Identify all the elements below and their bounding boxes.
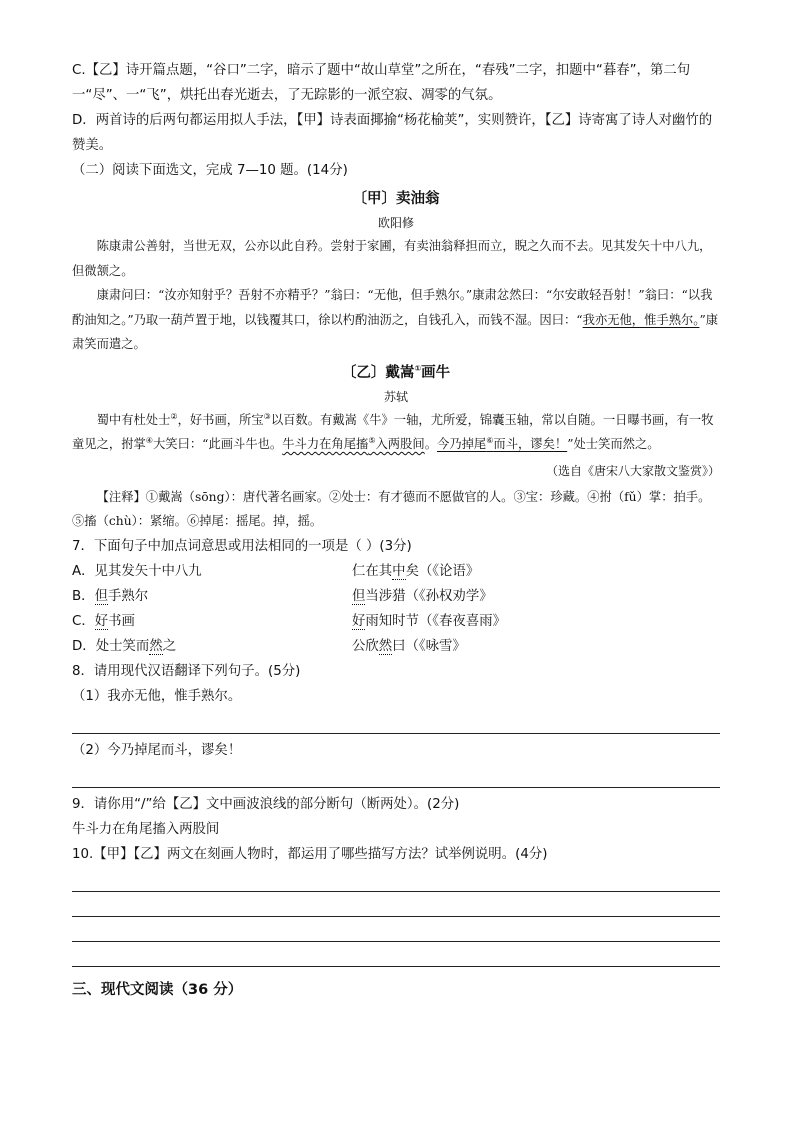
jia-paragraph-1: 陈康肃公善射，当世无双，公亦以此自矜。尝射于家圃，有卖油翁释担而立，睨之久而不去。见其发矢十中八九，但微颔之。: [72, 239, 712, 278]
note-mark-3: ③: [263, 411, 271, 421]
yi-title: [72, 360, 720, 386]
q9-sentence: 牛斗力在角尾搐入两股间: [72, 821, 220, 837]
dotted-word: 然: [378, 638, 393, 654]
jia-p2-underlined: 我亦无他，惟手熟尔。: [582, 312, 700, 327]
q7-options: [72, 559, 720, 659]
q10-stem: 10.【甲】【乙】两文在刻画人物时，都运用了哪些描写方法？试举例说明。(4分): [72, 846, 548, 862]
jia-title: 〔甲〕卖油翁: [352, 191, 440, 207]
q7-stem: 7．下面句子中加点词意思或用法相同的一项是（ ）(3分): [72, 538, 412, 554]
yi-seg-3: 以百数。有戴嵩《牛》一轴，尤所爱，锦囊玉轴，常以自随。一日曝书画，有一牧童见之，拊掌: [72, 412, 714, 451]
option-c-text: C.【乙】诗开篇点题，“谷口”二字，暗示了题中“故山草堂”之所在，“春残”二字，扣题中“暮春”，第二句一“尽”、一“飞”，烘托出春光逝去，了无踪影的一派空寂、凋零的气氛。: [72, 63, 691, 103]
q7-option-d-left: [72, 634, 352, 659]
exam-page: [72, 58, 720, 1003]
q7-option-b-right: [352, 584, 720, 609]
yi-author: 苏轼: [383, 389, 408, 404]
opt-text: C．: [72, 613, 95, 629]
opt-text: 当涉猎（《孙权劝学》: [365, 588, 493, 604]
dotted-word: 但: [352, 588, 366, 604]
jia-p2-b: ”康肃笑而遣之。: [72, 312, 719, 351]
note-mark-2: ②: [170, 411, 178, 421]
opt-text: 矣（《论语》: [405, 563, 480, 579]
underlined-text: [437, 437, 567, 451]
option-d-text: D．两首诗的后两句都运用拟人手法，【甲】诗表面揶揄“杨花榆荚”，实则赞许，【乙】诗寄寓了诗人对幽竹的赞美。: [72, 113, 713, 153]
opt-text: 书画: [108, 613, 135, 629]
dotted-word: 好: [352, 613, 366, 629]
opt-text: 雨知时节（《春夜喜雨》: [365, 613, 506, 629]
q7-option-c-right: [352, 609, 720, 634]
section3-heading: 三、现代文阅读（36 分）: [72, 981, 243, 998]
opt-text: D．处士笑而: [72, 638, 150, 654]
yi-seg-6: ”处士笑而然之。: [567, 437, 660, 451]
q7-option-c-left: [72, 609, 352, 634]
underline-part-a: 今乃掉尾: [437, 437, 487, 451]
answer-line-q8-2[interactable]: [72, 763, 720, 788]
opt-text: 手熟尔: [107, 588, 149, 604]
yi-seg-2: ，好书画，所宝: [177, 412, 264, 427]
wavy-part-a: 牛斗力在角尾搐: [282, 437, 369, 451]
answer-line-q10-1[interactable]: [72, 867, 720, 892]
opt-text: A．见其发矢十中八九: [72, 563, 202, 579]
q7-option-a-left: [72, 559, 352, 584]
yi-paragraph: [72, 408, 720, 457]
wavy-underlined-text: [282, 437, 424, 451]
opt-text: 曰（《咏雪》: [392, 638, 466, 654]
opt-text: 仁在其: [352, 563, 393, 579]
dotted-word: 然: [149, 638, 163, 654]
dotted-word: 中: [392, 563, 406, 579]
answer-line-q10-3[interactable]: [72, 917, 720, 942]
jia-author: 欧阳修: [377, 216, 414, 230]
yi-seg-5: 。: [424, 437, 438, 451]
q8-sentence-2: （2）今乃掉尾而斗，谬矣！: [72, 742, 242, 758]
q9-stem: 9．请你用“/”给【乙】文中画波浪线的部分断句（断两处）。(2分): [72, 796, 460, 812]
underline-part-b: 而斗，谬矣！: [493, 437, 568, 451]
note-mark-4: ④: [145, 435, 153, 445]
yi-seg-1: 蜀中有杜处士: [96, 412, 171, 427]
section2-heading: （二）阅读下面选文，完成 7—10 题。(14分): [72, 163, 348, 178]
q7-option-d-right: [352, 634, 720, 659]
jia-paragraph-2: [72, 283, 720, 357]
answer-line-q10-2[interactable]: [72, 892, 720, 917]
answer-line-q8-1[interactable]: [72, 709, 720, 734]
opt-text: 公欣: [352, 638, 379, 654]
source-citation: （选自《唐宋八大家散文鉴赏》）: [545, 463, 720, 478]
yi-title-post: 画牛: [421, 364, 451, 381]
q8-stem: 8．请用现代汉语翻译下列句子。(5分): [72, 663, 301, 679]
yi-title-note-mark: ①: [414, 363, 422, 373]
opt-text: 之: [162, 638, 177, 654]
dotted-word: 但: [94, 588, 108, 604]
opt-text: B．: [72, 588, 95, 604]
note-mark-5: ⑤: [368, 435, 376, 445]
wavy-part-b: 入两股间: [375, 437, 425, 451]
annotations: 【注释】①戴嵩（sōng）：唐代著名画家。②处士：有才德而不愿做官的人。③宝：珍藏。④拊（fǔ）掌：拍手。⑤搐（chù）：紧缩。⑥掉尾：摇尾。掉，摇。: [72, 489, 711, 528]
yi-seg-4: 大笑曰：“此画斗牛也。: [152, 437, 283, 451]
dotted-word: 好: [94, 613, 109, 629]
answer-line-q10-4[interactable]: [72, 942, 720, 967]
q7-option-a-right: [352, 559, 720, 584]
q8-sentence-1: （1）我亦无他，惟手熟尔。: [72, 688, 242, 704]
note-mark-6: ⑥: [486, 435, 494, 445]
jia-p2-a: 康肃问曰：“汝亦知射乎？吾射不亦精乎？”翁曰：“无他，但手熟尔。”康肃忿然曰：“尔安敢轻吾射！”翁曰：“以我酌油知之。”乃取一葫芦置于地，以钱覆其口，徐以杓酌油沥之，自钱孔入，而钱不湿。因曰：“: [72, 288, 713, 327]
q7-option-b-left: [72, 584, 352, 609]
yi-title-pre: 〔乙〕戴嵩: [341, 364, 415, 381]
